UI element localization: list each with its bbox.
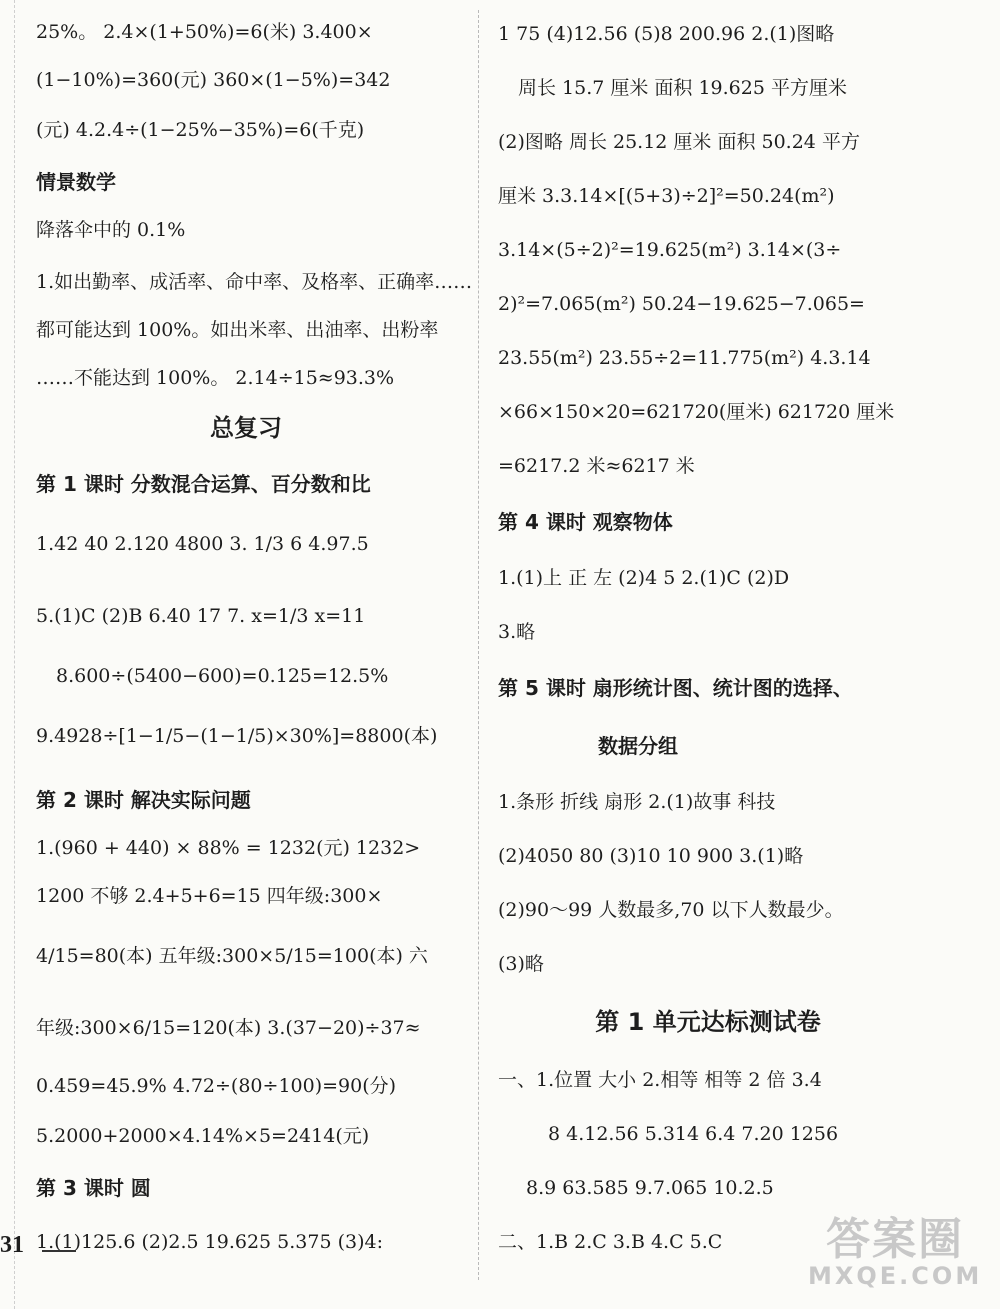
answer-line: 降落伞中的 0.1% (36, 219, 186, 241)
section-heading: 情景数学 (36, 170, 116, 194)
watermark-main: 答案圈 (826, 1214, 965, 1265)
answer-line: 8 4.12.56 5.314 6.4 7.20 1256 (548, 1123, 839, 1145)
answer-line: =6217.2 米≈6217 米 (498, 455, 695, 477)
section-heading: 总复习 (210, 414, 282, 442)
section-heading: 数据分组 (598, 734, 678, 758)
answer-line: 1 75 (4)12.56 (5)8 200.96 2.(1)图略 (498, 23, 835, 45)
answer-line: 1.(1)125.6 (2)2.5 19.625 5.375 (3)4: (36, 1231, 384, 1253)
answer-line: 1.(1)上 正 左 (2)4 5 2.(1)C (2)D (498, 567, 790, 589)
answer-line: ……不能达到 100%。 2.14÷15≈93.3% (36, 367, 395, 389)
answer-line: 周长 15.7 厘米 面积 19.625 平方厘米 (518, 77, 847, 99)
answer-line: 8.9 63.585 9.7.065 10.2.5 (526, 1177, 774, 1199)
answer-line: 25%。 2.4×(1+50%)=6(米) 3.400× (36, 21, 373, 43)
answer-line: (2)90～99 人数最多,70 以下人数最少。 (498, 899, 844, 921)
answer-line: 9.4928÷[1−1/5−(1−1/5)×30%]=8800(本) (36, 725, 438, 747)
answer-line: 2)²=7.065(m²) 50.24−19.625−7.065= (498, 293, 865, 315)
page-number: 31 (0, 1232, 24, 1258)
answer-line: (1−10%)=360(元) 360×(1−5%)=342 (36, 69, 391, 91)
watermark-logo (808, 1214, 983, 1290)
answer-line: 3.14×(5÷2)²=19.625(m²) 3.14×(3÷ (498, 239, 842, 261)
section-heading: 第 3 课时 圆 (36, 1176, 151, 1200)
answer-line: 都可能达到 100%。如出米率、出油率、出粉率 (36, 319, 439, 341)
answer-line: ×66×150×20=621720(厘米) 621720 厘米 (498, 401, 895, 423)
answer-line: 5.2000+2000×4.14%×5=2414(元) (36, 1125, 370, 1147)
answer-line: 0.459=45.9% 4.72÷(80÷100)=90(分) (36, 1075, 397, 1097)
answer-line: (2)图略 周长 25.12 厘米 面积 50.24 平方 (498, 131, 860, 153)
answer-line: (元) 4.2.4÷(1−25%−35%)=6(千克) (36, 119, 365, 141)
answer-line: 二、1.B 2.C 3.B 4.C 5.C (498, 1231, 723, 1253)
answer-line: 1.如出勤率、成活率、命中率、及格率、正确率…… (36, 271, 473, 293)
answer-line: 1.条形 折线 扇形 2.(1)故事 科技 (498, 791, 776, 813)
answer-line: 1.(960 + 440) × 88% = 1232(元) 1232> (36, 837, 421, 859)
section-heading: 第 5 课时 扇形统计图、统计图的选择、 (498, 676, 853, 700)
answer-line: 1.42 40 2.120 4800 3. 1/3 6 4.97.5 (36, 533, 369, 555)
answer-line: 年级:300×6/15=120(本) 3.(37−20)÷37≈ (36, 1017, 421, 1039)
answer-line: 8.600÷(5400−600)=0.125=12.5% (56, 665, 389, 687)
section-heading: 第 2 课时 解决实际问题 (36, 788, 251, 812)
answer-line: (2)4050 80 (3)10 10 900 3.(1)略 (498, 845, 804, 867)
column-divider (478, 10, 479, 1280)
answer-line: 厘米 3.3.14×[(5+3)÷2]²=50.24(m²) (498, 185, 835, 207)
answer-line: 1200 不够 2.4+5+6=15 四年级:300× (36, 885, 383, 907)
page-number-dash (42, 1250, 76, 1252)
answer-line: (3)略 (498, 953, 544, 975)
section-heading: 第 1 单元达标测试卷 (595, 1008, 821, 1036)
answer-line: 一、1.位置 大小 2.相等 相等 2 倍 3.4 (498, 1069, 822, 1091)
answer-line: 4/15=80(本) 五年级:300×5/15=100(本) 六 (36, 945, 428, 967)
left-margin-guide (14, 0, 15, 1309)
answer-line: 5.(1)C (2)B 6.40 17 7. x=1/3 x=11 (36, 605, 366, 627)
watermark-sub: MXQE.COM (808, 1262, 983, 1290)
answer-line: 23.55(m²) 23.55÷2=11.775(m²) 4.3.14 (498, 347, 871, 369)
section-heading: 第 1 课时 分数混合运算、百分数和比 (36, 472, 371, 496)
answer-line: 3.略 (498, 621, 536, 643)
section-heading: 第 4 课时 观察物体 (498, 510, 673, 534)
